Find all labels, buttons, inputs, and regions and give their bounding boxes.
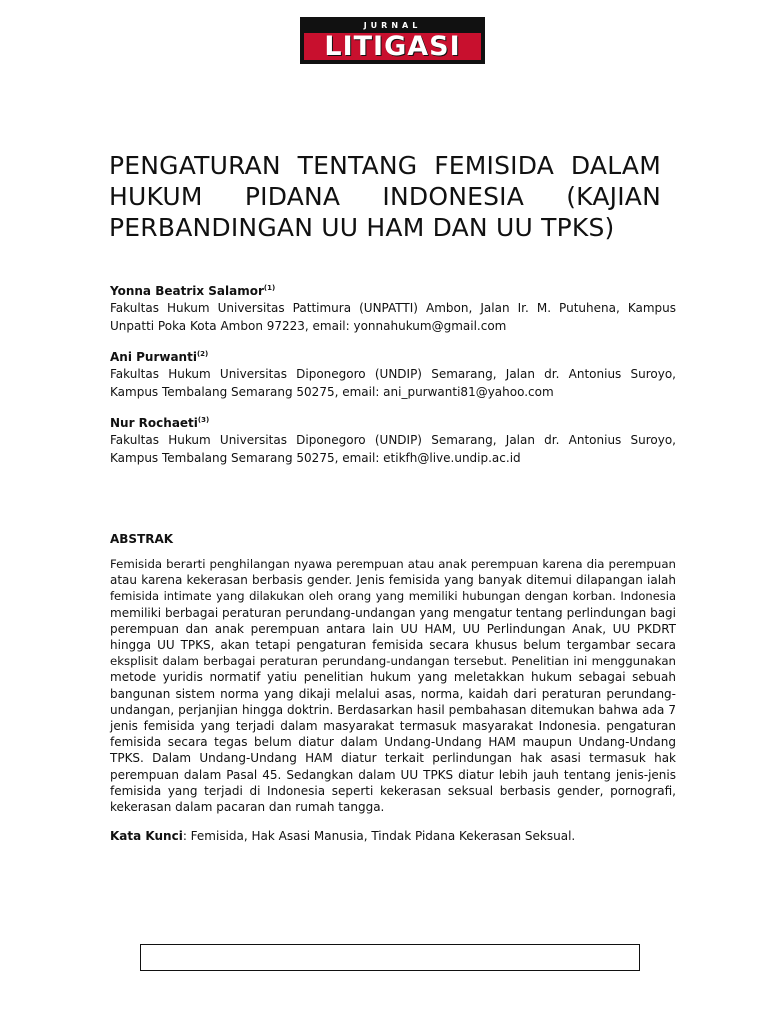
abstract-body [110,556,676,815]
author-block [110,415,676,467]
title-line: PENGATURAN TENTANG FEMISIDA DALAM [109,151,661,180]
abstract-line: Femisida berarti penghilangan nyawa perempuan atau anak perempuan karena dia perempuan [110,557,676,571]
logo-band [304,33,481,60]
footer-box [140,944,640,971]
abstract-line: undangan, perjanjian hingga doktrin. Berdasarkan hasil pembahasan ditemukan bahwa ada 7 [110,702,676,717]
abstract-line: perempuan dan anak perempuan antara lain UU HAM, UU Perlindungan Anak, UU PKDRT [110,621,676,636]
abstract-line: metode yuridis normatif yatiu penelitian hukum yang meletakkan hukum sebagai sebuah [110,670,676,685]
abstract-line: eksplisit dalam berbagai peraturan perundang-undangan tersebut. Penelitian ini menggunakan [110,654,676,669]
title-line: PERBANDINGAN UU HAM DAN UU TPKS) [109,213,615,242]
author-name: Ani Purwanti$^{(2)}$ [110,350,209,364]
article-title [109,150,661,243]
title-line: HUKUM PIDANA INDONESIA (KAJIAN [109,182,661,211]
abstract-line: atau karena kekerasan berbasis gender. Jenis femisida yang banyak ditemui dilapangan ialah [110,573,676,588]
abstract-line: perempuan dalam Pasal 45. Sedangkan dalam UU TPKS diatur lebih jauh tentang jenis-jenis [110,767,676,782]
author-affiliation: Fakultas Hukum Universitas Diponegoro (UNDIP) Semarang, Jalan dr. Antonius Suroyo, Kampus Tembalang Semarang 50275, email: etikfh@live.undip.ac.id [110,433,676,465]
abstract-line: femisida yang terjadi di Indonesia seperti kekerasan seksual berbasis gender, pornografi, [110,783,676,798]
logo-journal-name: LITIGASI [324,31,461,62]
keywords [110,829,575,843]
abstract-line: memiliki berbagai peraturan perundang-undangan yang mengatur tentang perlindungan bagi [110,605,676,620]
journal-logo [300,17,485,64]
logo-journal-label: JURNAL [363,21,422,30]
abstract-line: TPKS. Dalam Undang-Undang HAM diatur terkait perlindungan hak asasi termasuk hak [110,751,676,766]
author-affiliation: Fakultas Hukum Universitas Diponegoro (UNDIP) Semarang, Jalan dr. Antonius Suroyo, Kampus Tembalang Semarang 50275, email: ani_purwanti81@yahoo.com [110,367,676,399]
author-affiliation: Fakultas Hukum Universitas Pattimura (UNPATTI) Ambon, Jalan Ir. M. Putuhena, Kampus Unpatti Poka Kota Ambon 97223, email: yonnahukum@gmail.com [110,301,676,333]
author-name: Nur Rochaeti$^{(3)}$ [110,416,210,430]
abstract-line: jenis femisida yang terjadi dalam masyarakat termasuk masyarakat Indonesia. pengaturan [110,719,676,734]
author-mark: (2) [196,350,209,358]
author-mark: (1) [263,284,276,292]
abstract-line: hingga UU TPKS, akan tetapi pengaturan femisida secara khusus belum tergambar secara [110,638,676,653]
author-block [110,283,676,335]
author-mark: (3) [197,416,210,424]
abstract-line: bangunan sistem norma yang dikaji melalui asas, norma, kaidah dari peraturan perundang- [110,686,676,701]
keywords-text: : Femisida, Hak Asasi Manusia, Tindak Pidana Kekerasan Seksual. [182,829,576,843]
author-name: Yonna Beatrix Salamor$^{(1)}$ [110,284,276,298]
abstract-line: femisida secara tegas belum diatur dalam Undang-Undang HAM maupun Undang-Undang [110,735,676,750]
abstract-line: femisida intimate yang dilakukan oleh orang yang memiliki hubungan dengan korban. Indonesia [110,589,676,604]
author-block [110,349,676,401]
abstract-heading: ABSTRAK [110,532,174,546]
abstract-line: kekerasan dalam pacaran dan rumah tangga. [110,800,385,815]
keywords-label: Kata Kunci [110,829,183,843]
